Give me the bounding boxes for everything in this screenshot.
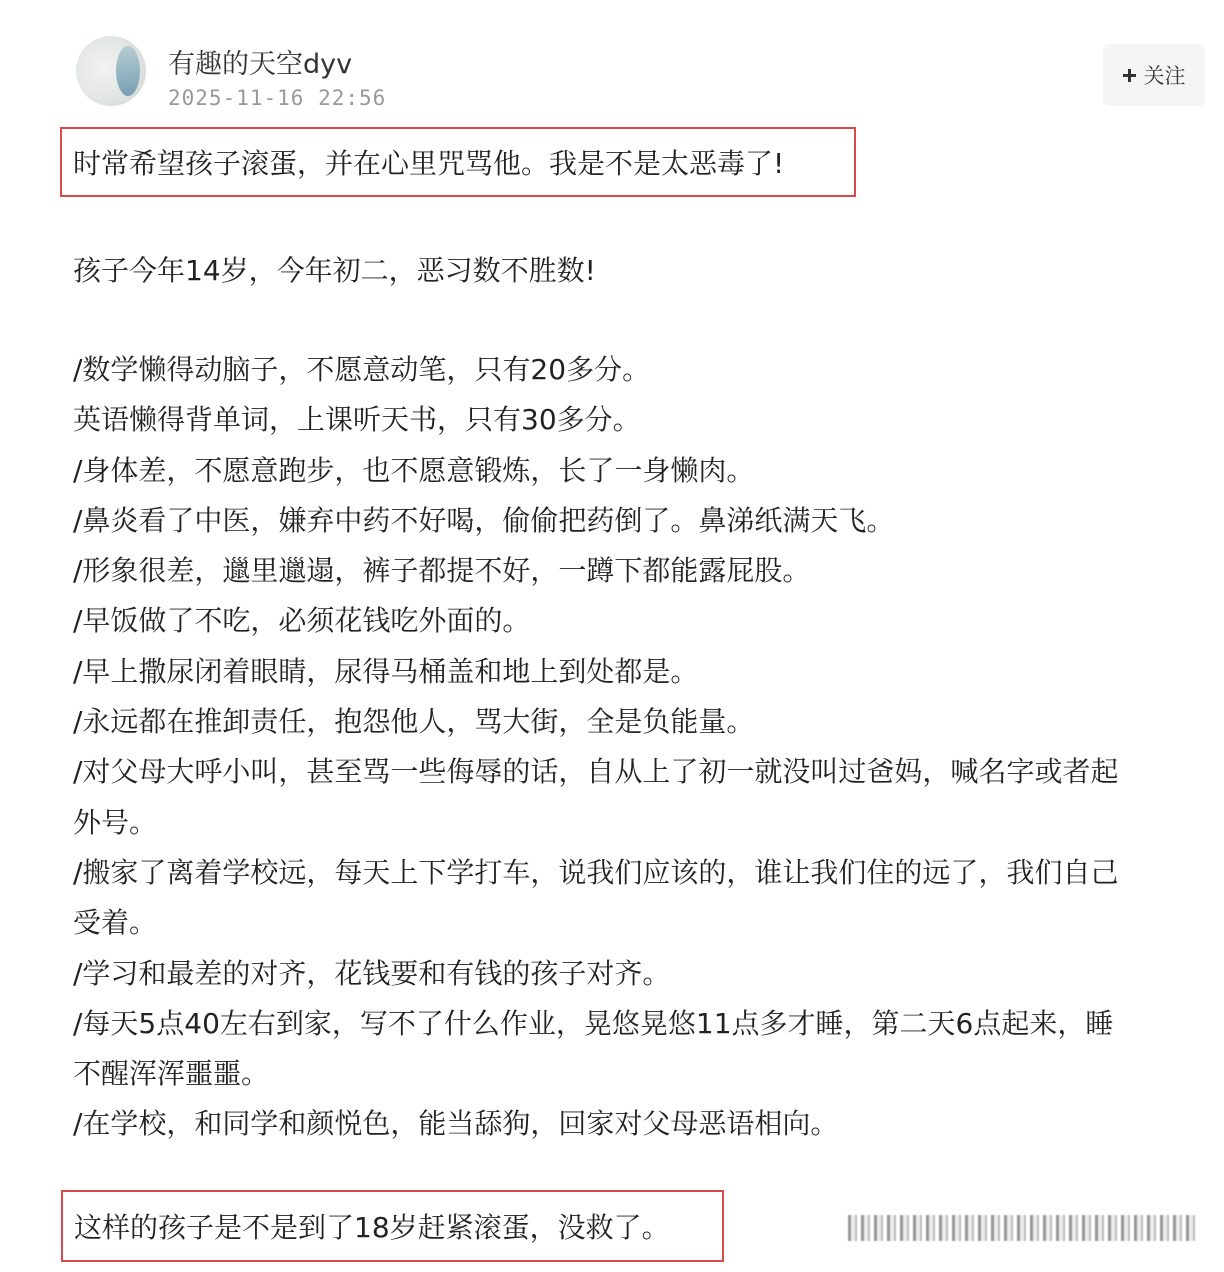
list-item: /数学懒得动脑子，不愿意动笔，只有20多分。 bbox=[73, 353, 651, 386]
list-item: /学习和最差的对齐，花钱要和有钱的孩子对齐。 bbox=[73, 956, 671, 990]
follow-button[interactable] bbox=[1103, 44, 1205, 106]
list-item: 受着。 bbox=[73, 906, 158, 940]
post-title-highlight bbox=[60, 127, 856, 197]
watermark bbox=[848, 1208, 1198, 1248]
author-username[interactable]: 有趣的天空dyv bbox=[168, 49, 353, 80]
post-timestamp: 2025-11-16 22:56 bbox=[168, 86, 387, 110]
list-item: /鼻炎看了中医，嫌弃中药不好喝，偷偷把药倒了。鼻涕纸满天飞。 bbox=[73, 503, 895, 537]
list-item: /早饭做了不吃，必须花钱吃外面的。 bbox=[73, 604, 531, 638]
list-item: /身体差，不愿意跑步，也不愿意锻炼，长了一身懒肉。 bbox=[73, 453, 755, 487]
watermark-graphic bbox=[848, 1215, 1198, 1241]
list-item: 不醒浑浑噩噩。 bbox=[73, 1057, 270, 1091]
list-item: 外号。 bbox=[73, 805, 158, 839]
avatar-image bbox=[116, 46, 140, 96]
list-item: /搬家了离着学校远，每天上下学打车，说我们应该的，谁让我们住的远了，我们自己 bbox=[73, 855, 1119, 889]
list-item: /对父母大呼小叫，甚至骂一些侮辱的话，自从上了初一就没叫过爸妈，喊名字或者起 bbox=[73, 755, 1119, 789]
post-title: 时常希望孩子滚蛋，并在心里咒骂他。我是不是太恶毒了! bbox=[73, 147, 785, 180]
complaint-list bbox=[73, 345, 1213, 1150]
plus-icon bbox=[1123, 69, 1136, 82]
post-intro: 孩子今年14岁，今年初二，恶习数不胜数! bbox=[73, 254, 596, 287]
list-item: /在学校，和同学和颜悦色，能当舔狗，回家对父母恶语相向。 bbox=[73, 1107, 839, 1141]
follow-button-label: 关注 bbox=[1143, 64, 1186, 88]
post-closing-highlight bbox=[61, 1190, 724, 1262]
list-item: /每天5点40左右到家，写不了什么作业，晃悠晃悠11点多才睡，第二天6点起来，睡 bbox=[73, 1006, 1114, 1040]
post-closing: 这样的孩子是不是到了18岁赶紧滚蛋，没救了。 bbox=[74, 1211, 670, 1244]
list-item: /早上撒尿闭着眼睛，尿得马桶盖和地上到处都是。 bbox=[73, 654, 699, 688]
list-item: 英语懒得背单词，上课听天书，只有30多分。 bbox=[73, 403, 641, 437]
list-item: /形象很差，邋里邋遢，裤子都提不好，一蹲下都能露屁股。 bbox=[73, 554, 811, 588]
list-item: /永远都在推卸责任，抱怨他人，骂大街，全是负能量。 bbox=[73, 705, 755, 739]
avatar[interactable] bbox=[76, 36, 146, 106]
